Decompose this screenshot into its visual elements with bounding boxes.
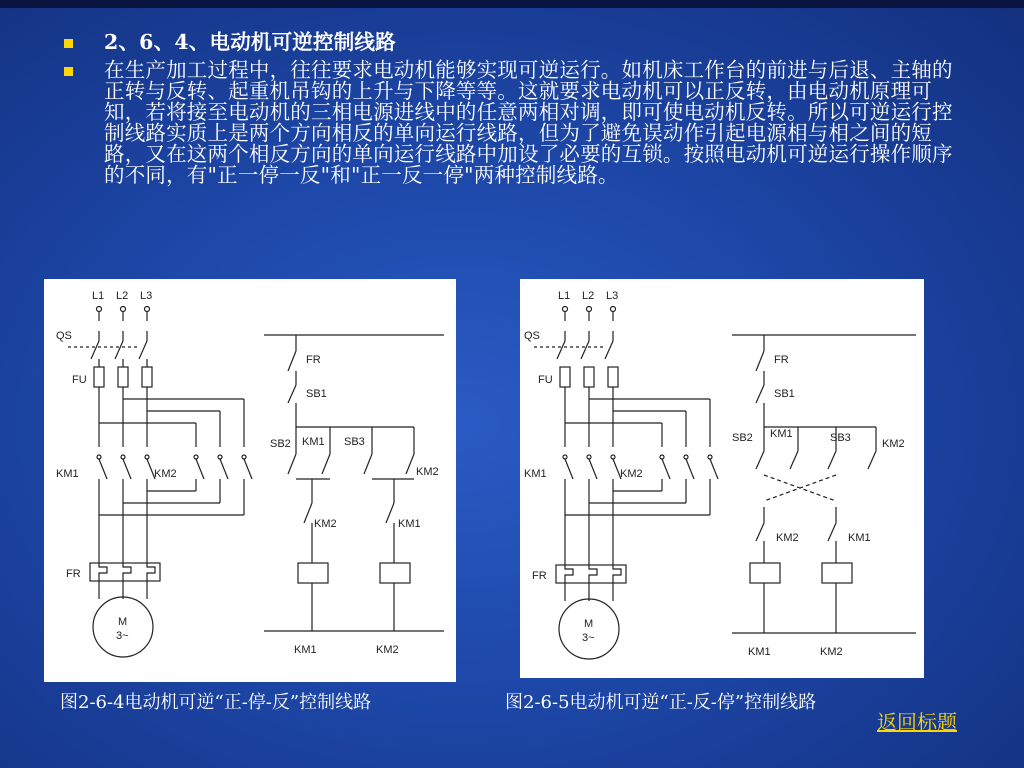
label-qs: QS — [524, 330, 540, 342]
label-sb1: SB1 — [306, 388, 327, 400]
top-bar — [0, 0, 1024, 8]
content-bullets — [58, 32, 958, 186]
label-l1: L1 — [92, 290, 105, 302]
label-km2-interlock: KM2 — [776, 532, 799, 544]
label-motor-3: 3~ — [116, 630, 129, 642]
label-km2-aux: KM2 — [416, 466, 439, 478]
label-fr-main: FR — [532, 570, 547, 582]
label-coil-km1: KM1 — [294, 644, 317, 656]
label-coil-km1: KM1 — [748, 646, 771, 658]
bullet-title-text: 2、6、4、电动机可逆控制线路 — [104, 30, 396, 54]
circuit-diagram-forward-reverse-stop — [520, 279, 924, 678]
label-km2-main: KM2 — [620, 468, 643, 480]
label-fr-ctrl: FR — [774, 354, 789, 366]
square-bullet-icon — [64, 39, 73, 48]
bullet-body-text: 在生产加工过程中，往往要求电动机能够实现可逆运行。如机床工作台的前进与后退、主轴的正转与反转、起重机吊钩的上升与下降等等。这就要求电动机可以正反转，由电动机原理可知，若将接至电动机的三相电源进线中的任意两相对调，即可使电动机反转。所以可逆运行控制线路实质上是两个方向相反的单向运行线路，但为了避免误动作引起电源相与相之间的短路，又在这两个相反方向的单向运行线路中加设了必要的互锁。按照电动机可逆运行操作顺序的不同，有"正一停一反"和"正一反一停"两种控制线路。 — [104, 58, 953, 187]
label-motor-m: M — [584, 618, 594, 630]
label-coil-km2: KM2 — [376, 644, 399, 656]
figure-caption-1: 图2-6-4电动机可逆“正-停-反”控制线路 — [60, 692, 372, 713]
return-to-title-link[interactable]: 返回标题 — [877, 710, 957, 734]
label-coil-km2: KM2 — [820, 646, 843, 658]
label-l1: L1 — [558, 290, 571, 302]
label-l3: L3 — [606, 290, 619, 302]
label-km1-main: KM1 — [56, 468, 79, 480]
figure-caption-2: 图2-6-5电动机可逆“正-反-停”控制线路 — [505, 692, 817, 713]
label-km1-interlock: KM1 — [398, 518, 421, 530]
label-sb3: SB3 — [344, 436, 365, 448]
label-l3: L3 — [140, 290, 153, 302]
label-motor-m: M — [118, 616, 128, 628]
label-km1-aux: KM1 — [302, 436, 325, 448]
label-sb2: SB2 — [732, 432, 753, 444]
label-qs: QS — [56, 330, 72, 342]
label-fr-ctrl: FR — [306, 354, 321, 366]
label-motor-3: 3~ — [582, 632, 595, 644]
bullet-item-title — [58, 32, 958, 53]
label-sb3: SB3 — [830, 432, 851, 444]
square-bullet-icon — [64, 67, 73, 76]
circuit-diagram-forward-stop-reverse — [44, 279, 456, 682]
label-km2-main: KM2 — [154, 468, 177, 480]
label-sb1: SB1 — [774, 388, 795, 400]
label-km2-aux: KM2 — [882, 438, 905, 450]
label-l2: L2 — [116, 290, 129, 302]
label-km2-interlock: KM2 — [314, 518, 337, 530]
label-km1-main: KM1 — [524, 468, 547, 480]
label-km1-aux: KM1 — [770, 428, 793, 440]
label-fu: FU — [72, 374, 87, 386]
label-km1-interlock: KM1 — [848, 532, 871, 544]
bullet-item-body — [58, 60, 958, 186]
label-l2: L2 — [582, 290, 595, 302]
label-fr-main: FR — [66, 568, 81, 580]
label-fu: FU — [538, 374, 553, 386]
label-sb2: SB2 — [270, 438, 291, 450]
